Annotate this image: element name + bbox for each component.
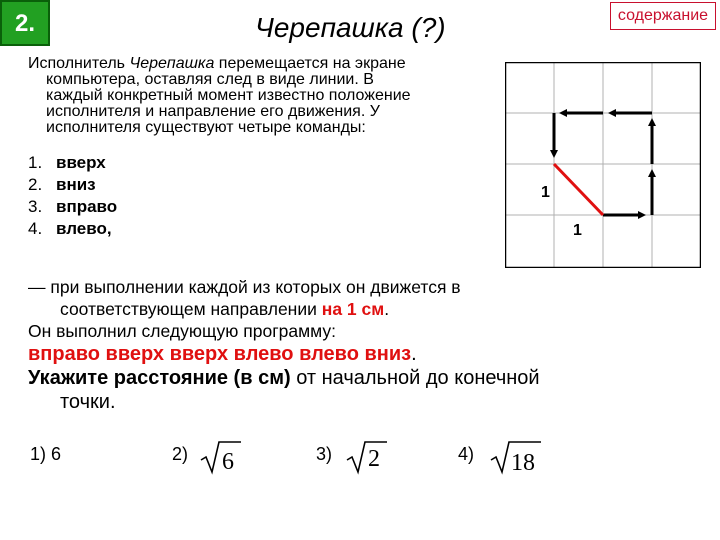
leg-label-horizontal: 1 bbox=[573, 222, 582, 239]
distance-unit: на 1 см bbox=[321, 299, 385, 319]
sqrt-sign-icon bbox=[346, 440, 388, 476]
displacement-line bbox=[554, 164, 603, 215]
leg-label-vertical: 1 bbox=[541, 184, 550, 201]
sqrt-sign-icon bbox=[200, 440, 242, 476]
sqrt-sign-icon bbox=[490, 440, 542, 476]
slide-number-badge: 2. bbox=[0, 0, 50, 46]
answer-option-2[interactable]: 2) bbox=[172, 444, 189, 464]
problem-text: — при выполнении каждой из которых он движется в соответствующем направлении на 1 см. Он выполнил следующую программу: вправо вверх вверх влево влево вниз. Укажите расстояние (в см) от начальной до конечной точки. bbox=[28, 277, 540, 413]
turtle-name: Черепашка bbox=[129, 55, 215, 72]
command-item: 2. вниз bbox=[28, 175, 96, 194]
svg-text:6: 6 bbox=[222, 449, 234, 475]
svg-text:2: 2 bbox=[368, 446, 380, 472]
command-item: 3. вправо bbox=[28, 197, 118, 216]
svg-text:18: 18 bbox=[511, 450, 535, 476]
program-text: вправо вверх вверх влево влево вниз bbox=[28, 343, 412, 365]
answer-option-4[interactable]: 4) bbox=[458, 444, 475, 464]
intro-paragraph: Исполнитель Черепашка перемещается на экране компьютера, оставляя след в виде линии. В каждый конкретный момент известно положение исполнителя и направление его движения. У исполнителя существуют четыре команды: bbox=[28, 55, 411, 136]
contents-button[interactable]: содержание bbox=[610, 2, 716, 30]
slide-title: Черепашка (?) bbox=[255, 12, 446, 43]
answer-option-3[interactable]: 3) bbox=[316, 444, 333, 464]
command-item: 1. вверх bbox=[28, 153, 106, 172]
command-list bbox=[28, 152, 117, 240]
answer-options bbox=[0, 440, 720, 480]
grid-lines bbox=[505, 62, 701, 268]
command-item: 4. влево, bbox=[28, 219, 112, 238]
answer-option-1[interactable]: 1) 6 bbox=[30, 444, 62, 464]
turtle-grid-figure bbox=[505, 62, 701, 268]
